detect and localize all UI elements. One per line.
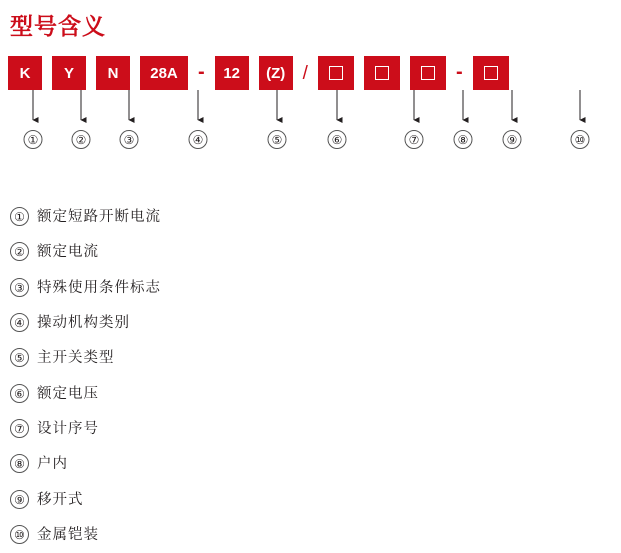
- code-cell-placeholder: [364, 56, 400, 90]
- legend-label: 额定电流: [37, 244, 99, 261]
- legend-list: [10, 200, 570, 553]
- number-marker: ⑥: [328, 130, 347, 149]
- legend-item: [10, 235, 570, 270]
- legend-marker: ⑤: [10, 348, 29, 367]
- legend-item: [10, 200, 570, 235]
- number-marker: ⑧: [454, 130, 473, 149]
- legend-label: 户内: [37, 456, 68, 473]
- code-cell-placeholder: [318, 56, 354, 90]
- code-cell: N: [96, 56, 130, 90]
- code-cell: Y: [52, 56, 86, 90]
- legend-label: 额定短路开断电流: [37, 209, 161, 225]
- legend-label: 特殊使用条件标志: [37, 279, 161, 296]
- legend-label: 移开式: [37, 491, 84, 508]
- number-marker: ④: [189, 130, 208, 149]
- legend-marker: ②: [10, 242, 29, 261]
- model-code-row: [8, 55, 519, 91]
- code-cell: 28A: [140, 56, 188, 90]
- legend-marker: ⑨: [10, 490, 29, 509]
- legend-marker: ⑦: [10, 419, 29, 438]
- number-marker: ⑩: [571, 130, 590, 149]
- number-marker: ①: [24, 130, 43, 149]
- number-marker: ⑤: [268, 130, 287, 149]
- connector-arrows: [0, 90, 621, 130]
- legend-label: 操动机构类别: [37, 314, 130, 331]
- number-marker: ⑨: [503, 130, 522, 149]
- legend-item: [10, 518, 570, 553]
- legend-marker: ⑩: [10, 525, 29, 544]
- code-cell-placeholder: [410, 56, 446, 90]
- legend-item: [10, 341, 570, 376]
- code-separator-dash: -: [455, 61, 463, 83]
- legend-marker: ⑥: [10, 384, 29, 403]
- legend-marker: ①: [10, 207, 29, 226]
- legend-item: [10, 377, 570, 412]
- legend-marker: ⑧: [10, 454, 29, 473]
- legend-item: [10, 271, 570, 306]
- legend-label: 主开关类型: [37, 350, 115, 367]
- code-cell: K: [8, 56, 42, 90]
- legend-item: [10, 412, 570, 447]
- legend-item: [10, 447, 570, 482]
- placeholder-square-icon: [375, 66, 389, 80]
- placeholder-square-icon: [421, 66, 435, 80]
- placeholder-square-icon: [329, 66, 343, 80]
- legend-label: 设计序号: [37, 420, 99, 437]
- code-separator-slash: /: [302, 62, 308, 84]
- page-title: 型号含义: [10, 13, 106, 39]
- legend-item: [10, 483, 570, 518]
- number-marker: ②: [72, 130, 91, 149]
- code-cell: (Z): [259, 56, 293, 90]
- code-cell-placeholder: [473, 56, 509, 90]
- legend-item: [10, 306, 570, 341]
- number-marker: ③: [120, 130, 139, 149]
- legend-marker: ④: [10, 313, 29, 332]
- code-separator-dash: -: [198, 61, 205, 83]
- legend-label: 金属铠装: [37, 526, 99, 543]
- legend-label: 额定电压: [37, 385, 99, 402]
- code-cell: 12: [215, 56, 249, 90]
- number-markers-row: [0, 130, 621, 156]
- legend-marker: ③: [10, 278, 29, 297]
- number-marker: ⑦: [405, 130, 424, 149]
- placeholder-square-icon: [484, 66, 498, 80]
